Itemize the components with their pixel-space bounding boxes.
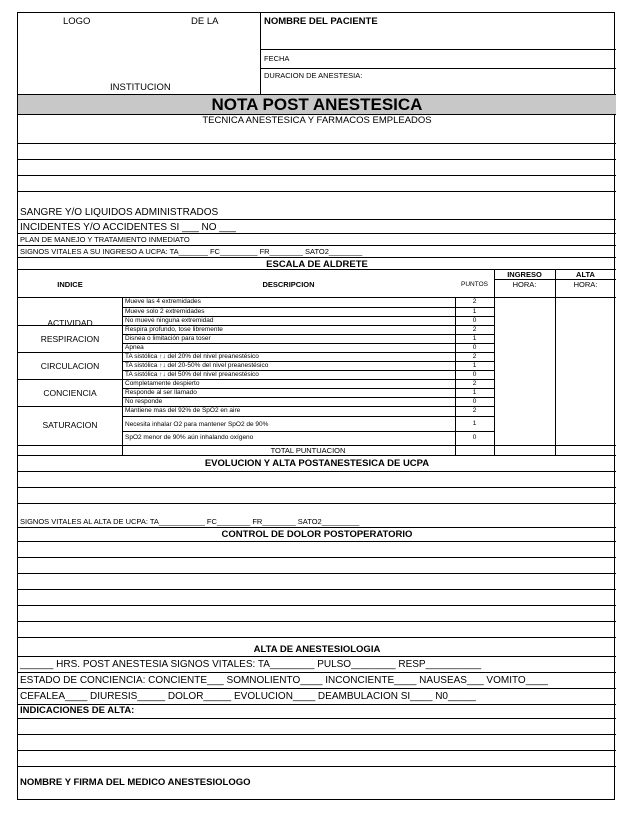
pts-cell: 2 (472, 407, 477, 414)
desc-row: SpO2 menor de 90% aún inhalando oxígeno (125, 434, 254, 441)
hora-alta: HORA: (573, 280, 598, 289)
total-puntuacion: TOTAL PUNTUACION (270, 446, 346, 455)
firma-label: NOMBRE Y FIRMA DEL MEDICO ANESTESIOLOGO (20, 777, 251, 788)
post-anesthesia-form (17, 12, 615, 800)
evolucion-heading: EVOLUCION Y ALTA POSTANESTESICA DE UCPA (204, 458, 430, 469)
indicaciones-label: INDICACIONES DE ALTA: (20, 705, 135, 716)
col-puntos: PUNTOS (461, 281, 488, 288)
estado-conciencia-line: ESTADO DE CONCIENCIA: CONCIENTE___ SOMNOLIENTO____ INCONCIENTE____ NAUSEAS___ VOMITO____ (20, 675, 548, 686)
pts-cell: 0 (472, 398, 477, 405)
pts-cell: 1 (472, 362, 477, 369)
desc-row: Disnea o limitación para toser (125, 335, 211, 342)
plan-label: PLAN DE MANEJO Y TRATAMIENTO INMEDIATO (20, 235, 190, 244)
desc-row: TA sistólica ↑↓ del 20-50% del nivel preanestésico (125, 362, 269, 369)
col-descripcion: DESCRIPCION (262, 280, 315, 289)
desc-row: Mueve las 4 extremidades (125, 298, 201, 305)
group-circulacion: CIRCULACION (40, 361, 100, 371)
pts-cell: 0 (472, 317, 477, 324)
page-title: NOTA POST ANESTESICA (211, 95, 423, 114)
desc-row: Necesita inhalar O2 para mantener SpO2 de 90% (125, 421, 269, 428)
institucion-label: INSTITUCION (110, 82, 171, 93)
col-indice: INDICE (57, 280, 83, 289)
cefalea-line: CEFALEA____ DIURESIS_____ DOLOR_____ EVOLUCION____ DEAMBULACION SI____ N0_____ (20, 691, 476, 702)
sangre-label: SANGRE Y/O LIQUIDOS ADMINISTRADOS (20, 207, 219, 218)
hrs-post-anestesia-line: ______ HRS. POST ANESTESIA SIGNOS VITALES: TA________ PULSO________ RESP__________ (20, 659, 482, 670)
col-alta: ALTA (576, 270, 595, 279)
tecnica-label: TECNICA ANESTESICA Y FARMACOS EMPLEADOS (202, 115, 432, 126)
duracion-label: DURACION DE ANESTESIA: (264, 71, 363, 80)
hora-ingreso: HORA: (512, 280, 537, 289)
signos-ingreso-label: SIGNOS VITALES A SU INGRESO A UCPA: TA_______ FC_________ FR________ SATO2________ (20, 247, 363, 256)
desc-row: Mantiene mas del 92% de SpO2 en aire (125, 407, 241, 414)
desc-row: TA sistólica ↑↓ del 50% del nivel preanestésico (125, 371, 259, 378)
pts-cell: 0 (472, 434, 477, 441)
pts-cell: 0 (472, 371, 477, 378)
alta-anestesiologia-heading: ALTA DE ANESTESIOLOGIA (253, 644, 381, 655)
desc-row: Respira profundo, tose libremente (125, 326, 223, 333)
group-actividad: ACTIVIDAD (47, 318, 93, 328)
desc-row: No responde (125, 398, 163, 405)
signos-alta-label: SIGNOS VITALES AL ALTA DE UCPA: TA___________ FC________ FR________ SATO2_________ (20, 517, 360, 526)
incidentes-label: INCIDENTES Y/O ACCIDENTES SI ___ NO ___ (20, 222, 236, 233)
logo-label: LOGO (63, 16, 91, 27)
pts-cell: 2 (472, 353, 477, 360)
pts-cell: 2 (472, 298, 477, 305)
group-respiracion: RESPIRACION (40, 334, 100, 344)
dolor-heading: CONTROL DE DOLOR POSTOPERATORIO (221, 529, 413, 540)
aldrete-title: ESCALA DE ALDRETE (266, 259, 368, 270)
desc-row: Completamente despierto (125, 380, 200, 387)
desc-row: TA sistólica ↑↓ del 20% del nivel preanestésico (125, 353, 259, 360)
group-conciencia: CONCIENCIA (43, 388, 97, 398)
fecha-label: FECHA (264, 54, 290, 63)
col-ingreso: INGRESO (507, 270, 542, 279)
desc-row: Mueve solo 2 extremidades (125, 308, 205, 315)
patient-name-label: NOMBRE DEL PACIENTE (264, 16, 378, 27)
group-saturacion: SATURACION (42, 420, 98, 430)
pts-cell: 1 (472, 389, 477, 396)
pts-cell: 1 (472, 335, 477, 342)
de-la-label: DE LA (191, 16, 219, 27)
pts-cell: 2 (472, 380, 477, 387)
desc-row: Apnea (125, 344, 144, 351)
pts-cell: 0 (472, 344, 477, 351)
pts-cell: 2 (472, 326, 477, 333)
desc-row: Responde al ser llamado (125, 389, 197, 396)
pts-cell: 1 (472, 420, 477, 427)
desc-row: No mueve ninguna extremidad (125, 317, 214, 324)
pts-cell: 1 (472, 308, 477, 315)
